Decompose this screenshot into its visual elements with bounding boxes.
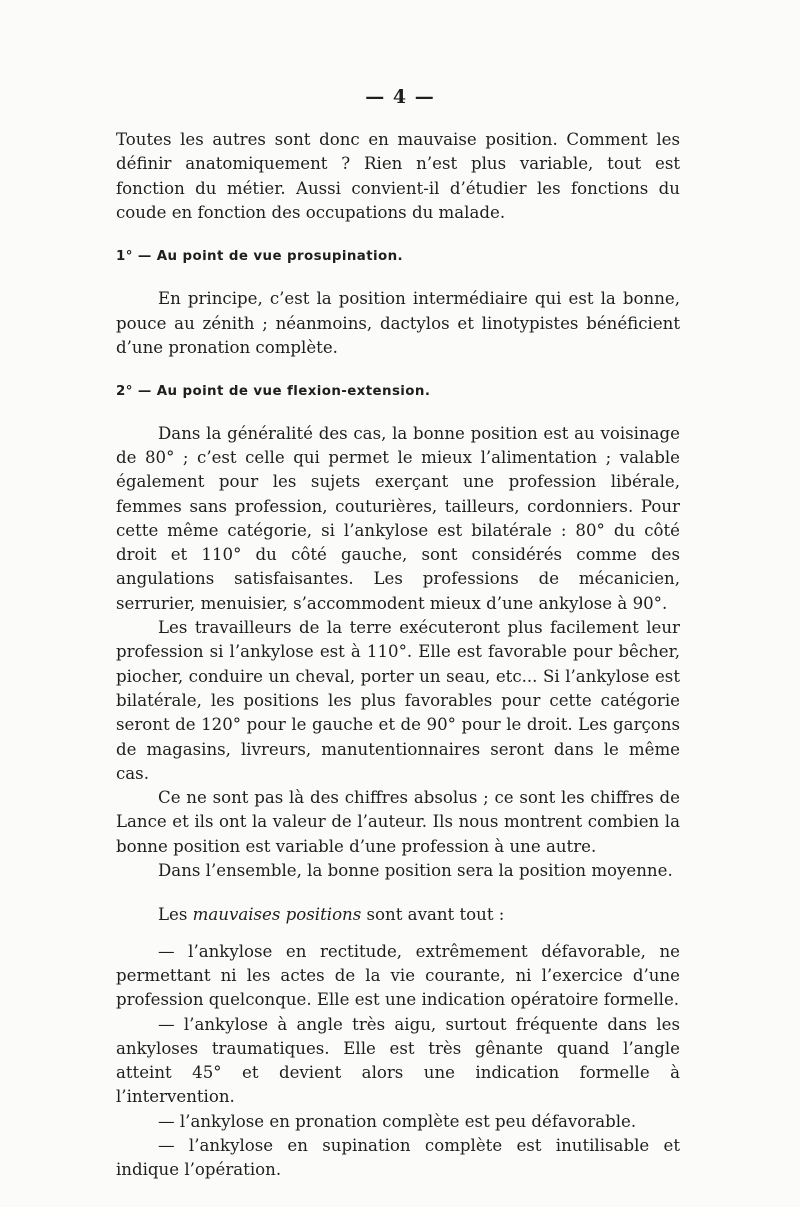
- bad-position-item: — l’ankylose à angle très aigu, surtout fréquente dans les ankyloses traumatiques. Elle est très gênante quand l’angle atteint 45° et devient alors une indication formelle à l’intervention.: [116, 1014, 680, 1107]
- flexion-paragraph-2: Les travailleurs de la terre exécuteront plus facilement leur profession si l’ankylose est à 110°. Elle est favorable pour bêcher, piocher, conduire un cheval, porter un seau, etc... Si l’ankylose est bilatérale, les positions les plus favorables pour cette catégorie seront de 120° pour le gauche et de 90° pour le droit. Les garçons de magasins, livreurs, manutentionnaires seront dans le même cas.: [116, 618, 680, 783]
- section-heading-prosupination: 1° — Au point de vue prosupination.: [116, 249, 404, 265]
- bad-position-item: — l’ankylose en supination complète est inutilisable et indique l’opération.: [116, 1135, 680, 1180]
- page-number: — 4 —: [365, 86, 435, 108]
- bad-positions-emphasis: mauvaises positions: [192, 905, 362, 925]
- flexion-paragraph-4: Dans l’ensemble, la bonne position sera la position moyenne.: [158, 861, 673, 881]
- intro-paragraph: Toutes les autres sont donc en mauvaise position. Comment les définir anatomiquement ? Rien n’est plus variable, tout est fonction du métier. Aussi convient-il d’étudier les fonctions du coude en fonction des occupations du malade.: [116, 130, 680, 222]
- bad-positions-lead-suffix: sont avant tout :: [361, 905, 505, 925]
- bad-position-item: — l’ankylose en pronation complète est peu défavorable.: [158, 1111, 637, 1131]
- prosupination-paragraph: En principe, c’est la position intermédiaire qui est la bonne, pouce au zénith ; néanmoins, dactylos et linotypistes bénéficient d’une pronation complète.: [116, 289, 680, 358]
- page-body: [116, 128, 680, 1183]
- section-heading-flexion-extension: 2° — Au point de vue flexion-extension.: [116, 384, 431, 400]
- flexion-paragraph-3: Ce ne sont pas là des chiffres absolus ; ce sont les chiffres de Lance et ils ont la valeur de l’auteur. Ils nous montrent combien la bonne position est variable d’une profession à une autre.: [116, 788, 680, 856]
- bad-positions-lead-prefix: Les: [158, 905, 193, 925]
- flexion-paragraph-1: Dans la généralité des cas, la bonne position est au voisinage de 80° ; c’est celle qui permet le mieux l’alimentation ; valable également pour les sujets exerçant une profession libérale, femmes sans profession, couturières, tailleurs, cordonniers. Pour cette même catégorie, si l’ankylose est bilatérale : 80° du côté droit et 110° du côté gauche, sont considérés comme des angulations satisfaisantes. Les professions de mécanicien, serrurier, menuisier, s’accommodent mieux d’une ankylose à 90°.: [116, 423, 680, 613]
- bad-position-item: — l’ankylose en rectitude, extrêmement défavorable, ne permettant ni les actes de la vie courante, ni l’exercice d’une profession quelconque. Elle est une indication opératoire formelle.: [116, 941, 680, 1010]
- bad-positions-lead: [116, 903, 680, 927]
